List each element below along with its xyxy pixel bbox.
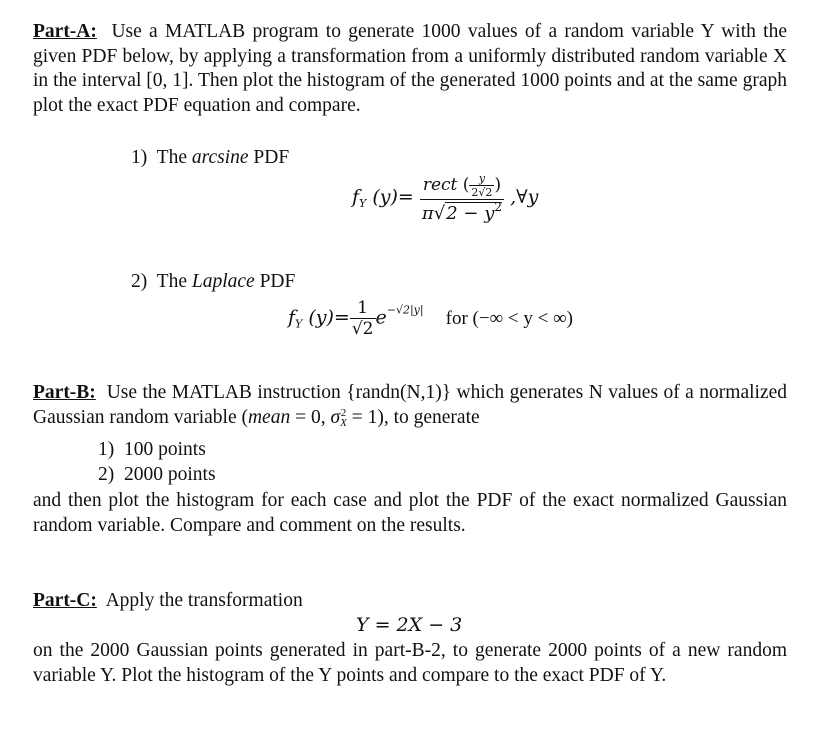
exp-power: −√2|y| [386, 303, 424, 317]
part-c-text: Apply the transformation [105, 590, 303, 611]
part-b-paragraph [33, 381, 787, 430]
list-text: 100 points [124, 439, 206, 460]
item-post: PDF [259, 271, 296, 292]
part-c-conclusion: on the 2000 Gaussian points generated in part-B-2, to generate 2000 points of a new random variable Y. Plot the histogram of the Y points and compare to the exact PDF of Y. [33, 640, 787, 686]
for-all-y: ,∀y [510, 186, 539, 208]
pdf-name: Laplace [191, 271, 255, 292]
mean-value: = 0, [295, 406, 326, 428]
rect-arg-num: y [469, 172, 494, 186]
list-number: 2) [98, 463, 115, 485]
f-argument: (y) [372, 186, 398, 208]
sigma-symbol: σ [330, 406, 341, 428]
list-item [98, 438, 216, 463]
item-pre: The [156, 147, 187, 168]
domain-condition: for (−∞ < y < ∞) [445, 307, 573, 329]
rect-arg-den: 2√2 [471, 186, 493, 199]
item-number: 2) [131, 271, 148, 292]
f-subscript: Y [295, 317, 303, 331]
equals-sign: = [333, 306, 350, 329]
list-number: 1) [98, 439, 115, 460]
part-b-heading: Part-B: [33, 382, 96, 403]
part-c-paragraph [33, 589, 787, 614]
part-a-text: Use a MATLAB program to generate 1000 values of a random variable Y with the given PDF below, by applying a transformation from a uniformly distributed random variable X in the interval [0, 1]. Then plot the histogram of the generated 1000 points and at the same graph plot the exact PDF equation and compare. [33, 21, 787, 116]
equals-sign: = [397, 186, 414, 208]
radicand: 2 − y [446, 203, 495, 224]
arcsine-fraction: rect ( $\frac{y}{2√2}$ ) $\pi√2 - y^2$ [421, 172, 503, 224]
part-a-heading: Part-A: [33, 21, 97, 42]
part-a-paragraph [33, 20, 787, 118]
part-b-list [98, 438, 216, 487]
sigma-sub: X [340, 417, 347, 430]
part-c-heading: Part-C: [33, 590, 97, 611]
item-number: 1) [131, 147, 148, 168]
sigma-sup: 2 [340, 407, 347, 420]
f-argument: (y) [308, 306, 334, 329]
part-b-text: Use the MATLAB instruction {randn(N,1)} which generates N values of a normalized Gaussian random variable ( [33, 382, 788, 428]
list-item [98, 463, 216, 488]
exponent: 2 [494, 200, 503, 214]
f-subscript: Y [359, 197, 367, 210]
variance-value: = 1), to generate [351, 406, 480, 428]
fraction-denominator: √2 [351, 319, 374, 339]
fraction-numerator: 1 [350, 298, 376, 319]
item-post: PDF [253, 147, 290, 168]
exp-base: e [375, 306, 387, 329]
mean-label: mean [247, 406, 291, 428]
item-pre: The [156, 271, 187, 292]
list-text: 2000 points [124, 463, 216, 485]
f-symbol: f [288, 306, 296, 329]
rect-label: rect [422, 175, 458, 195]
sigma-scripts [340, 408, 347, 428]
f-symbol: f [352, 186, 360, 208]
laplace-equation [288, 298, 573, 339]
transformation-equation: Y = 2X − 3 [356, 614, 463, 636]
part-b-conclusion: and then plot the histogram for each case and plot the PDF of the exact normalized Gaussian random variable. Compare and comment on the results. [33, 490, 787, 536]
pdf-name: arcsine [191, 147, 249, 168]
pi-symbol: π [421, 203, 434, 224]
laplace-fraction [350, 298, 376, 339]
arcsine-equation [352, 172, 538, 224]
arcsine-item [131, 147, 289, 169]
laplace-item [131, 271, 295, 293]
